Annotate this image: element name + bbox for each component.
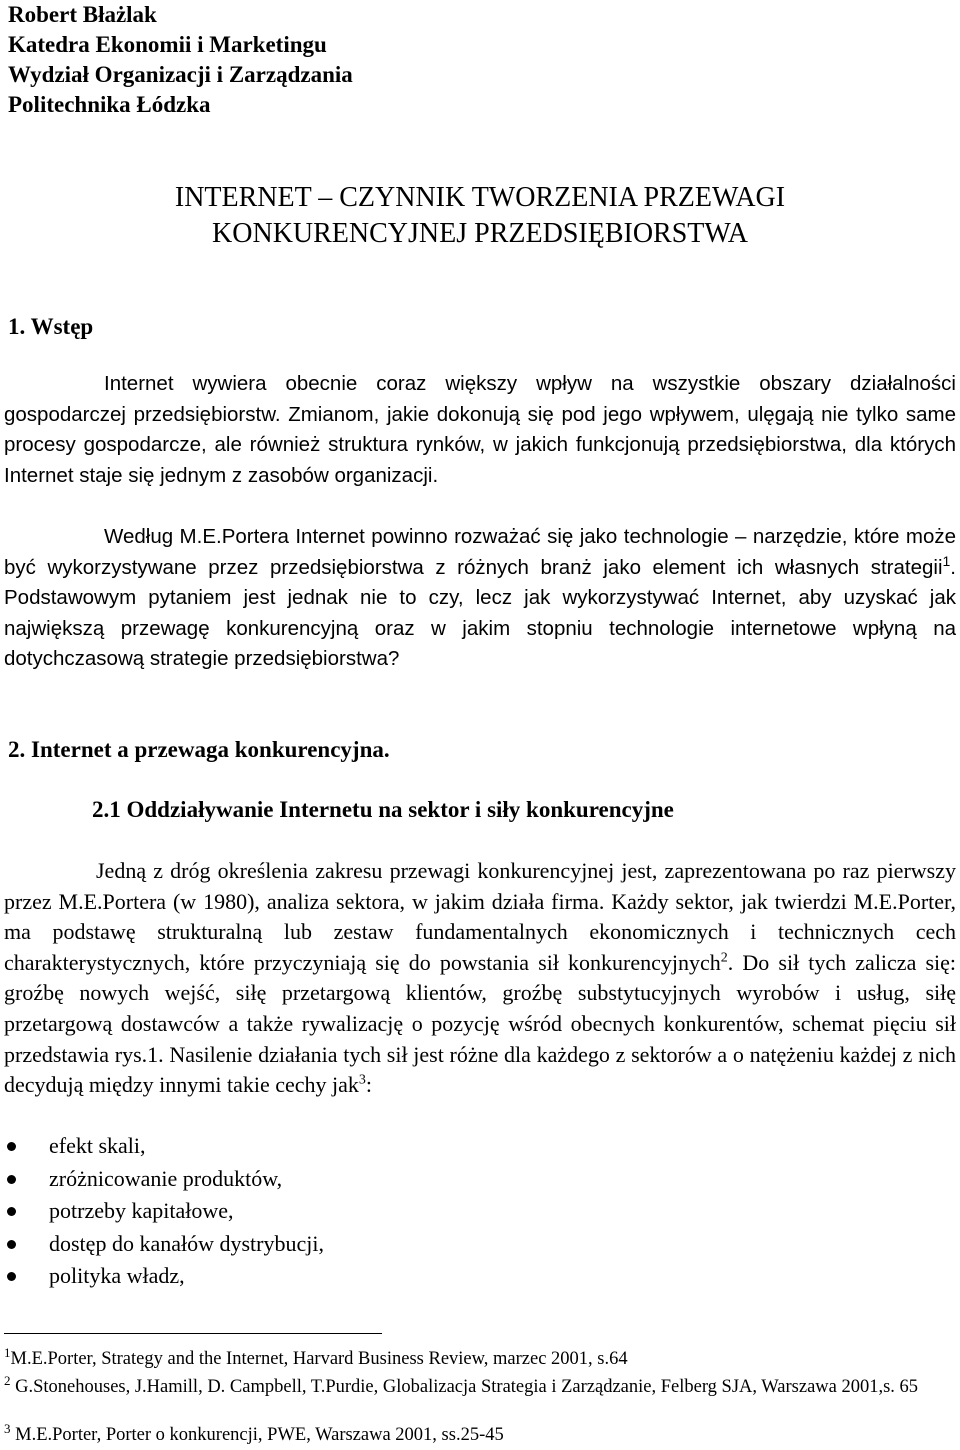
footnote-text: M.E.Porter, Strategy and the Internet, Harvard Business Review, marzec 2001, s.64 [10,1349,628,1369]
list-item [0,1260,324,1293]
list-item-text: polityka władz, [49,1263,185,1288]
paragraph-a-text: Jedną z dróg określenia zakresu przewagi konkurencyjnej jest, zaprezentowana po raz pierwszy przez M.E.Portera (w 1980), analiza sektora, w jakim działa firma. Każdy sektor, jak twierdzi M.E.Porter, ma podstawę strukturalną lub zestaw fundamentalnych ekonomicznych i technicznych cech charakterystycznych, które przyczyniają się do powstania sił konkurencyjnych [4,858,956,975]
section-1-heading: 1. Wstęp [8,314,94,339]
features-list [0,1130,324,1293]
bullet-icon [7,1207,16,1216]
author-name: Robert Błażlak [8,2,157,27]
title-line-2: KONKURENCYJNEJ PRZEDSIĘBIORSTWA [212,218,748,249]
footnote-2 [4,1373,956,1401]
title-line-1: INTERNET – CZYNNIK TWORZENIA PRZEWAGI [174,182,786,213]
bullet-icon [7,1240,16,1249]
list-item [0,1163,324,1196]
footnote-number: 3 [4,1420,11,1436]
bullet-icon [7,1142,16,1151]
footnote-ref-3: 3 [358,1072,366,1088]
list-item-text: zróżnicowanie produktów, [49,1165,283,1191]
paper-title [0,180,960,252]
paragraph-2-rest: . Podstawowym pytaniem jest jednak nie to czy, lecz jak wykorzystywać Internet, aby uzyskać jak największą przewagę konkurencyjną oraz w jakim stopniu technologie internetowe wpłyną na dotychczasową strategie przedsiębiorstwa? [4,555,956,671]
bullet-icon [7,1272,16,1281]
footnote-ref-1: 1 [942,552,951,569]
footnote-text: G.Stonehouses, J.Hamill, D. Campbell, T.Purdie, Globalizacja Strategia i Zarządzanie, Felberg SJA, Warszawa 2001,s. 65 [10,1377,919,1397]
list-item-text: dostęp do kanałów dystrybucji, [49,1230,324,1256]
footnote-3 [4,1421,956,1449]
footnote-divider [4,1333,382,1334]
author-department: Katedra Ekonomii i Marketingu [8,32,327,57]
footnote-number: 1 [4,1344,11,1360]
author-university: Politechnika Łódzka [8,92,211,117]
paragraph-b-text: . Do sił tych zalicza się: groźbę nowych wejść, siłę przetargową klientów, groźbę substytucyjnych wyrobów i usług, siłę przetargową dostawców a także rywalizację o pozycję wśród obecnych konkurentów, schemat pięciu sił przedstawia rys.1. Nasilenie działania tych sił jest różne dla każdego z sektorów a o natężeniu każdej z nich decydują między innymi takie cechy jak [4,949,956,1098]
section-2-1-heading: 2.1 Oddziaływanie Internetu na sektor i siły konkurencyjne [92,797,674,822]
footnote-text: M.E.Porter, Porter o konkurencji, PWE, Warszawa 2001, ss.25-45 [10,1425,504,1445]
list-item-text: potrzeby kapitałowe, [49,1198,234,1223]
footnote-1 [4,1345,956,1373]
footnote-ref-2: 2 [720,950,728,966]
section-2-heading: 2. Internet a przewaga konkurencyjna. [8,737,390,762]
section-1-paragraph-2 [4,522,956,675]
paragraph-c-text: : [365,1072,373,1098]
list-item [0,1228,324,1261]
section-1-paragraph-1 [4,369,956,491]
author-block [8,0,353,120]
footnote-number: 2 [4,1372,11,1388]
list-item [0,1130,324,1163]
list-item-text: efekt skali, [49,1133,146,1158]
author-faculty: Wydział Organizacji i Zarządzania [8,62,353,87]
list-item [0,1195,324,1228]
paragraph-2-text: Według M.E.Portera Internet powinno rozważać się jako technologie – narzędzie, które może być wykorzystywane przez przedsiębiorstwa z różnych branż jako element ich własnych strategii [4,525,956,579]
bullet-icon [7,1175,16,1184]
section-2-1-paragraph [4,856,956,1101]
paragraph-1-text: Internet wywiera obecnie coraz większy wpływ na wszystkie obszary działalności gospodarczej przedsiębiorstw. Zmianom, jakie dokonują się pod jego wpływem, ulęgają nie tylko same procesy gospodarcze, ale również struktura rynków, w jakich funkcjonują przedsiębiorstwa, dla których Internet staje się jednym z zasobów organizacji. [4,372,956,487]
